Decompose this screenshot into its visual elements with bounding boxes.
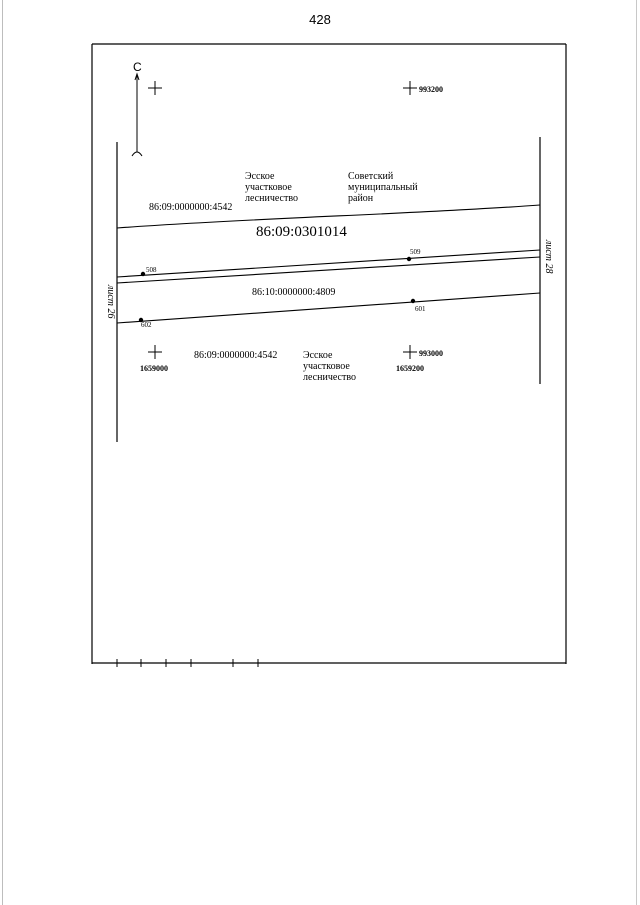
north-label: С <box>133 60 142 74</box>
svg-text:лесничество: лесничество <box>245 193 298 204</box>
grid-cross-se <box>403 345 417 359</box>
grid-label-se-y: 993000 <box>419 349 443 358</box>
svg-text:Советский: Советский <box>348 171 394 182</box>
page-number: 428 <box>309 12 331 27</box>
grid-label-se-x: 1659200 <box>396 364 424 373</box>
svg-text:участковое: участковое <box>303 361 350 372</box>
svg-text:муниципальный: муниципальный <box>348 182 418 193</box>
area-forest-south <box>303 350 356 383</box>
parcel-forest-north: 86:09:0000000:4542 <box>149 202 233 213</box>
svg-text:лесничество: лесничество <box>303 372 356 383</box>
grid-cross-ne <box>403 81 417 95</box>
grid-label-sw-x: 1659000 <box>140 364 168 373</box>
boundary-line-strip-top <box>117 250 540 277</box>
parcel-forest-south: 86:09:0000000:4542 <box>194 350 278 361</box>
parcel-strip: 86:10:0000000:4809 <box>252 287 336 298</box>
area-district <box>348 171 418 204</box>
point-509 <box>407 257 411 261</box>
point-label-601: 601 <box>415 305 426 313</box>
svg-text:участковое: участковое <box>245 182 292 193</box>
north-arrow <box>132 74 142 156</box>
point-label-602: 602 <box>141 321 152 329</box>
point-601 <box>411 299 415 303</box>
svg-text:Эсское: Эсское <box>303 350 333 361</box>
point-508 <box>141 272 145 276</box>
parcel-main: 86:09:0301014 <box>256 224 347 240</box>
svg-text:Эсское: Эсское <box>245 171 275 182</box>
point-label-509: 509 <box>410 248 421 256</box>
grid-label-ne-y: 993200 <box>419 85 443 94</box>
sheet-ref-left: лист 26 <box>105 285 116 319</box>
grid-cross-nw <box>148 81 162 95</box>
svg-text:район: район <box>348 193 374 204</box>
point-label-508: 508 <box>146 266 157 274</box>
boundary-line-strip-bottom <box>117 257 540 283</box>
area-forest-north <box>245 171 298 204</box>
grid-cross-sw <box>148 345 162 359</box>
sheet-ref-right: лист 28 <box>543 240 554 274</box>
